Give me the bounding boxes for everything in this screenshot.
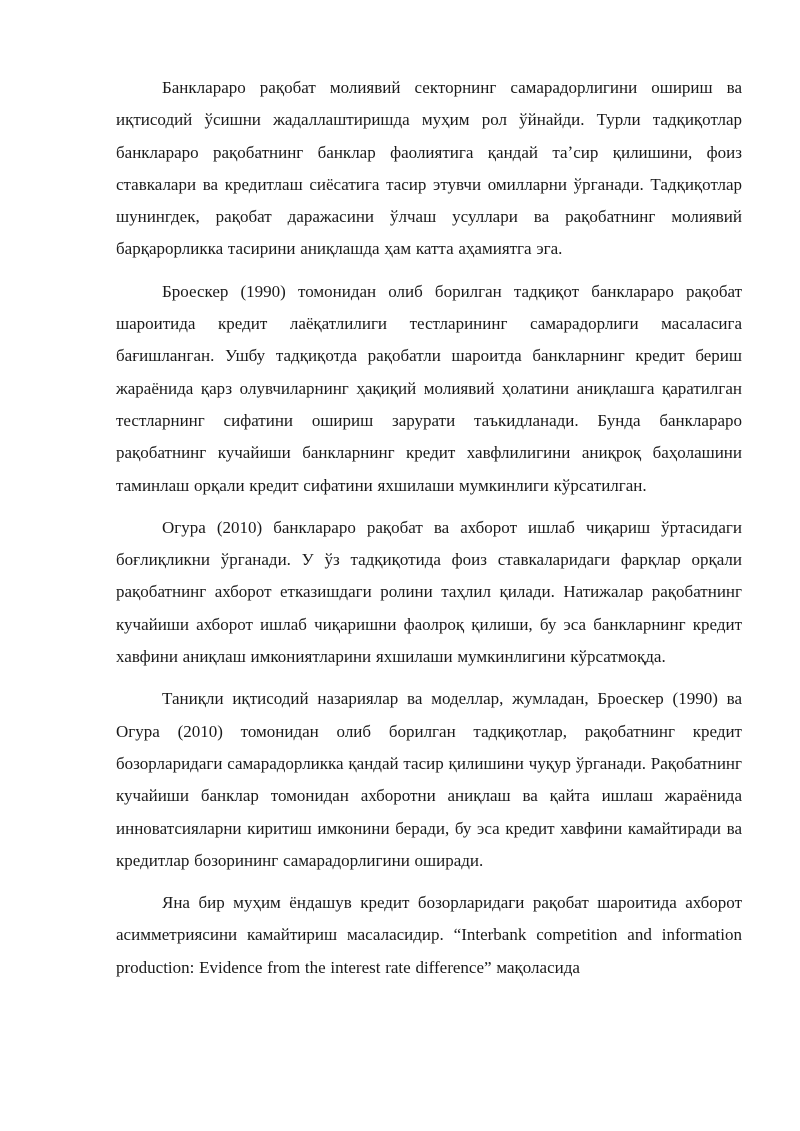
paragraph-5: Яна бир муҳим ёндашув кредит бозорларидаги рақобат шароитида ахборот асимметриясини камайтириш масаласидир. “Interbank competition and information production: Evidence from the interest rate difference” мақоласида <box>116 893 742 977</box>
paragraph-4: Таниқли иқтисодий назариялар ва моделлар, жумладан, Броескер (1990) ва Огура (2010) томонидан олиб борилган тадқиқотлар, рақобатнинг кредит бозорларидаги самарадорликка қандай тасир қилишини чуқур ўрганади. Рақобатнинг кучайиши банклар томонидан ахборотни аниқлаш ва қайта ишлаш жараёнида инноватсияларни киритиш имконини беради, бу эса кредит хавфини камайтиради ва кредитлар бозорининг самарадорлигини оширади. <box>116 689 742 870</box>
paragraph-1: Банклараро рақобат молиявий секторнинг самарадорлигини ошириш ва иқтисодий ўсишни жадаллаштиришда муҳим рол ўйнайди. Турли тадқиқотлар банклараро рақобатнинг банклар фаолиятига қандай таʼсир қилишини, фоиз ставкалари ва кредитлаш сиёсатига тасир этувчи омилларни ўрганади. Тадқиқотлар шунингдек, рақобат даражасини ўлчаш усуллари ва рақобатнинг молиявий барқарорликка тасирини аниқлашда ҳам катта аҳамиятга эга. <box>116 78 742 259</box>
paragraph-2: Броескер (1990) томонидан олиб борилган тадқиқот банклараро рақобат шароитида кредит лаёқатлилиги тестларининг самарадорлиги масаласига бағишланган. Ушбу тадқиқотда рақобатли шароитда банкларнинг кредит бериш жараёнида қарз олувчиларнинг ҳақиқий молиявий ҳолатини аниқлашга қаратилган тестларнинг сифатини ошириш зарурати таъкидланади. Бунда банклараро рақобатнинг кучайиши банкларнинг кредит хавфлилигини аниқроқ баҳолашини таминлаш орқали кредит сифатини яхшилаши мумкинлиги кўрсатилган. <box>116 281 742 495</box>
paragraph-3: Огура (2010) банклараро рақобат ва ахборот ишлаб чиқариш ўртасидаги боғлиқликни ўрганади. У ўз тадқиқотида фоиз ставкаларидаги фарқлар орқали рақобатнинг ахборот етказишдаги ролини таҳлил қилади. Натижалар рақобатнинг кучайиши ахборот ишлаб чиқаришни фаолроқ қилиши, бу эса банкларнинг кредит хавфини аниқлаш имкониятларини яхшилаши мумкинлигини кўрсатмоқда. <box>116 517 742 667</box>
